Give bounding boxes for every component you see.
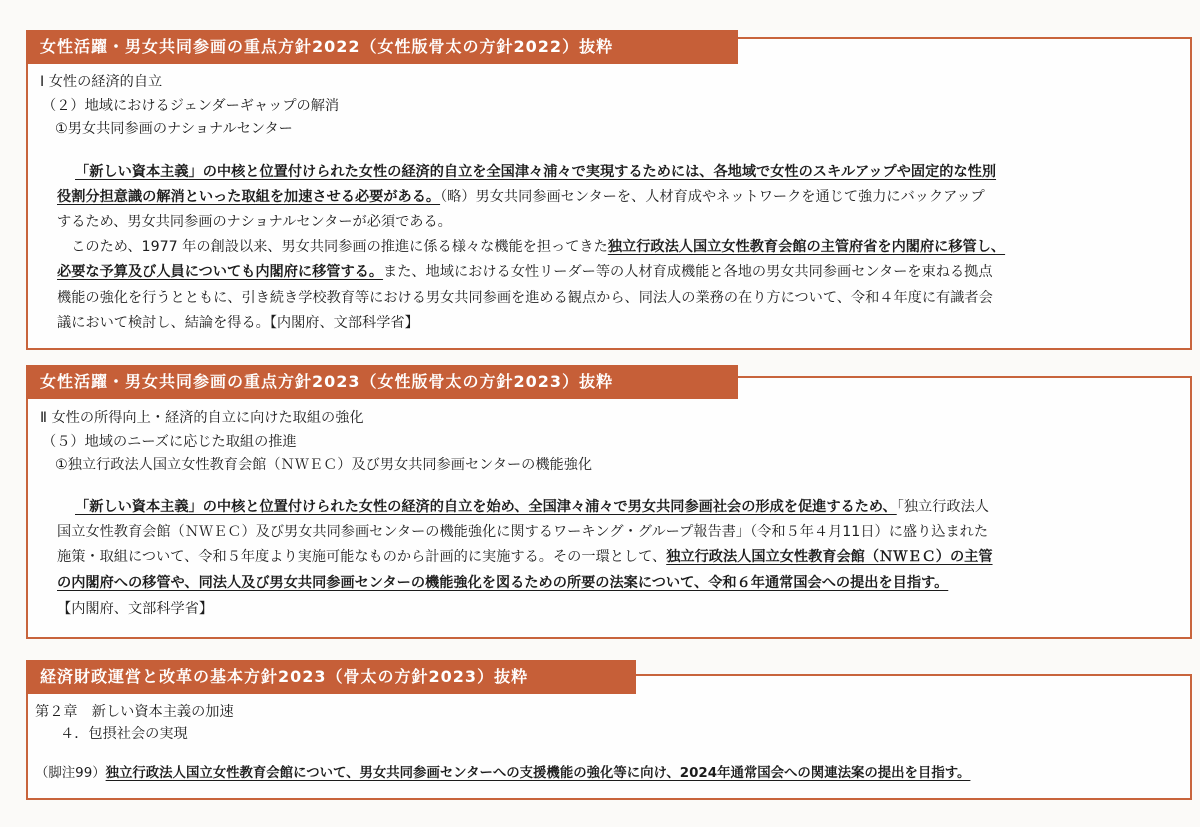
section-3-heading-1: 第２章 新しい資本主義の加速	[35, 704, 234, 720]
underlined-text: 役割分担意識の解消といった取組を加速させる必要がある。	[57, 189, 441, 205]
section-1-heading-2: （２）地域におけるジェンダーギャップの解消	[42, 98, 340, 114]
underlined-text: 「新しい資本主義」の中核と位置付けられた女性の経済的自立を始め、全国津々浦々で男女共同参画社会の形成を促進するため、	[75, 499, 897, 515]
underlined-text: の内閣府への移管や、同法人及び男女共同参画センターの機能強化を図るための所要の法案について、令和６年通常国会への提出を目指す。	[57, 575, 949, 591]
underlined-text: 独立行政法人国立女性教育会館の主管府省を内閣府に移管し、	[607, 239, 1006, 255]
section-1-title: 女性活躍・男女共同参画の重点方針2022（女性版骨太の方針2022）抜粋	[26, 30, 738, 64]
underlined-text: 独立行政法人国立女性教育会館（ＮＷＥＣ）の主管	[666, 549, 993, 565]
section-2-paragraph-line-1	[75, 496, 989, 518]
section-1-paragraph-1-line-2	[57, 186, 985, 208]
footnote-label: （脚注99）	[35, 766, 106, 781]
section-3-title: 経済財政運営と改革の基本方針2023（骨太の方針2023）抜粋	[26, 660, 636, 694]
section-2-paragraph-line-5: 【内閣府、文部科学省】	[57, 601, 214, 617]
section-1-paragraph-2-line-2	[57, 261, 993, 283]
plain-text: 「独立行政法人	[896, 499, 989, 515]
section-2-heading-3: ①独立行政法人国立女性教育会館（ＮＷＥＣ）及び男女共同参画センターの機能強化	[55, 457, 593, 473]
underlined-text: 必要な予算及び人員についても内閣府に移管する。	[57, 264, 384, 280]
plain-text: また、地域における女性リーダー等の人材育成機能と各地の男女共同参画センターを束ねる拠点	[383, 264, 993, 280]
section-2-heading-1: Ⅱ 女性の所得向上・経済的自立に向けた取組の強化	[40, 410, 364, 426]
section-3-footnote	[35, 763, 970, 785]
section-1-paragraph-1-line-3: するため、男女共同参画のナショナルセンターが必須である。	[57, 214, 452, 230]
underlined-text: 独立行政法人国立女性教育会館について、男女共同参画センターへの支援機能の強化等に向け、2024年通常国会への関連法案の提出を目指す。	[105, 766, 971, 781]
section-2-paragraph-line-3	[57, 546, 993, 568]
section-1-paragraph-1-line-1	[75, 161, 996, 183]
section-2-title: 女性活躍・男女共同参画の重点方針2023（女性版骨太の方針2023）抜粋	[26, 365, 738, 399]
plain-text: このため、1977 年の創設以来、男女共同参画の推進に係る様々な機能を担ってきた	[57, 239, 608, 255]
section-1-paragraph-2-line-4: 議において検討し、結論を得る。【内閣府、文部科学省】	[57, 315, 419, 331]
section-2-paragraph-line-4	[57, 572, 948, 594]
plain-text: 施策・取組について、令和５年度より実施可能なものから計画的に実施する。その一環として、	[57, 549, 667, 565]
section-1-paragraph-2-line-1	[57, 236, 1005, 258]
section-2-paragraph-line-2: 国立女性教育会館（ＮＷＥＣ）及び男女共同参画センターの機能強化に関するワーキング・グループ報告書」（令和５年４月11日）に盛り込まれた	[57, 524, 989, 540]
section-1-paragraph-2-line-3: 機能の強化を行うとともに、引き続き学校教育等における男女共同参画を進める観点から、同法人の業務の在り方について、令和４年度に有識者会	[57, 290, 993, 306]
section-2-heading-2: （５）地域のニーズに応じた取組の推進	[42, 434, 297, 450]
section-1-heading-3: ①男女共同参画のナショナルセンター	[55, 121, 293, 137]
section-3-heading-2: ４．包摂社会の実現	[60, 726, 188, 742]
section-1-heading-1: Ⅰ 女性の経済的自立	[40, 74, 163, 90]
plain-text: （略）男女共同参画センターを、人材育成やネットワークを通じて強力にバックアップ	[440, 189, 985, 205]
underlined-text: 「新しい資本主義」の中核と位置付けられた女性の経済的自立を全国津々浦々で実現するためには、各地域で女性のスキルアップや固定的な性別	[75, 164, 997, 180]
